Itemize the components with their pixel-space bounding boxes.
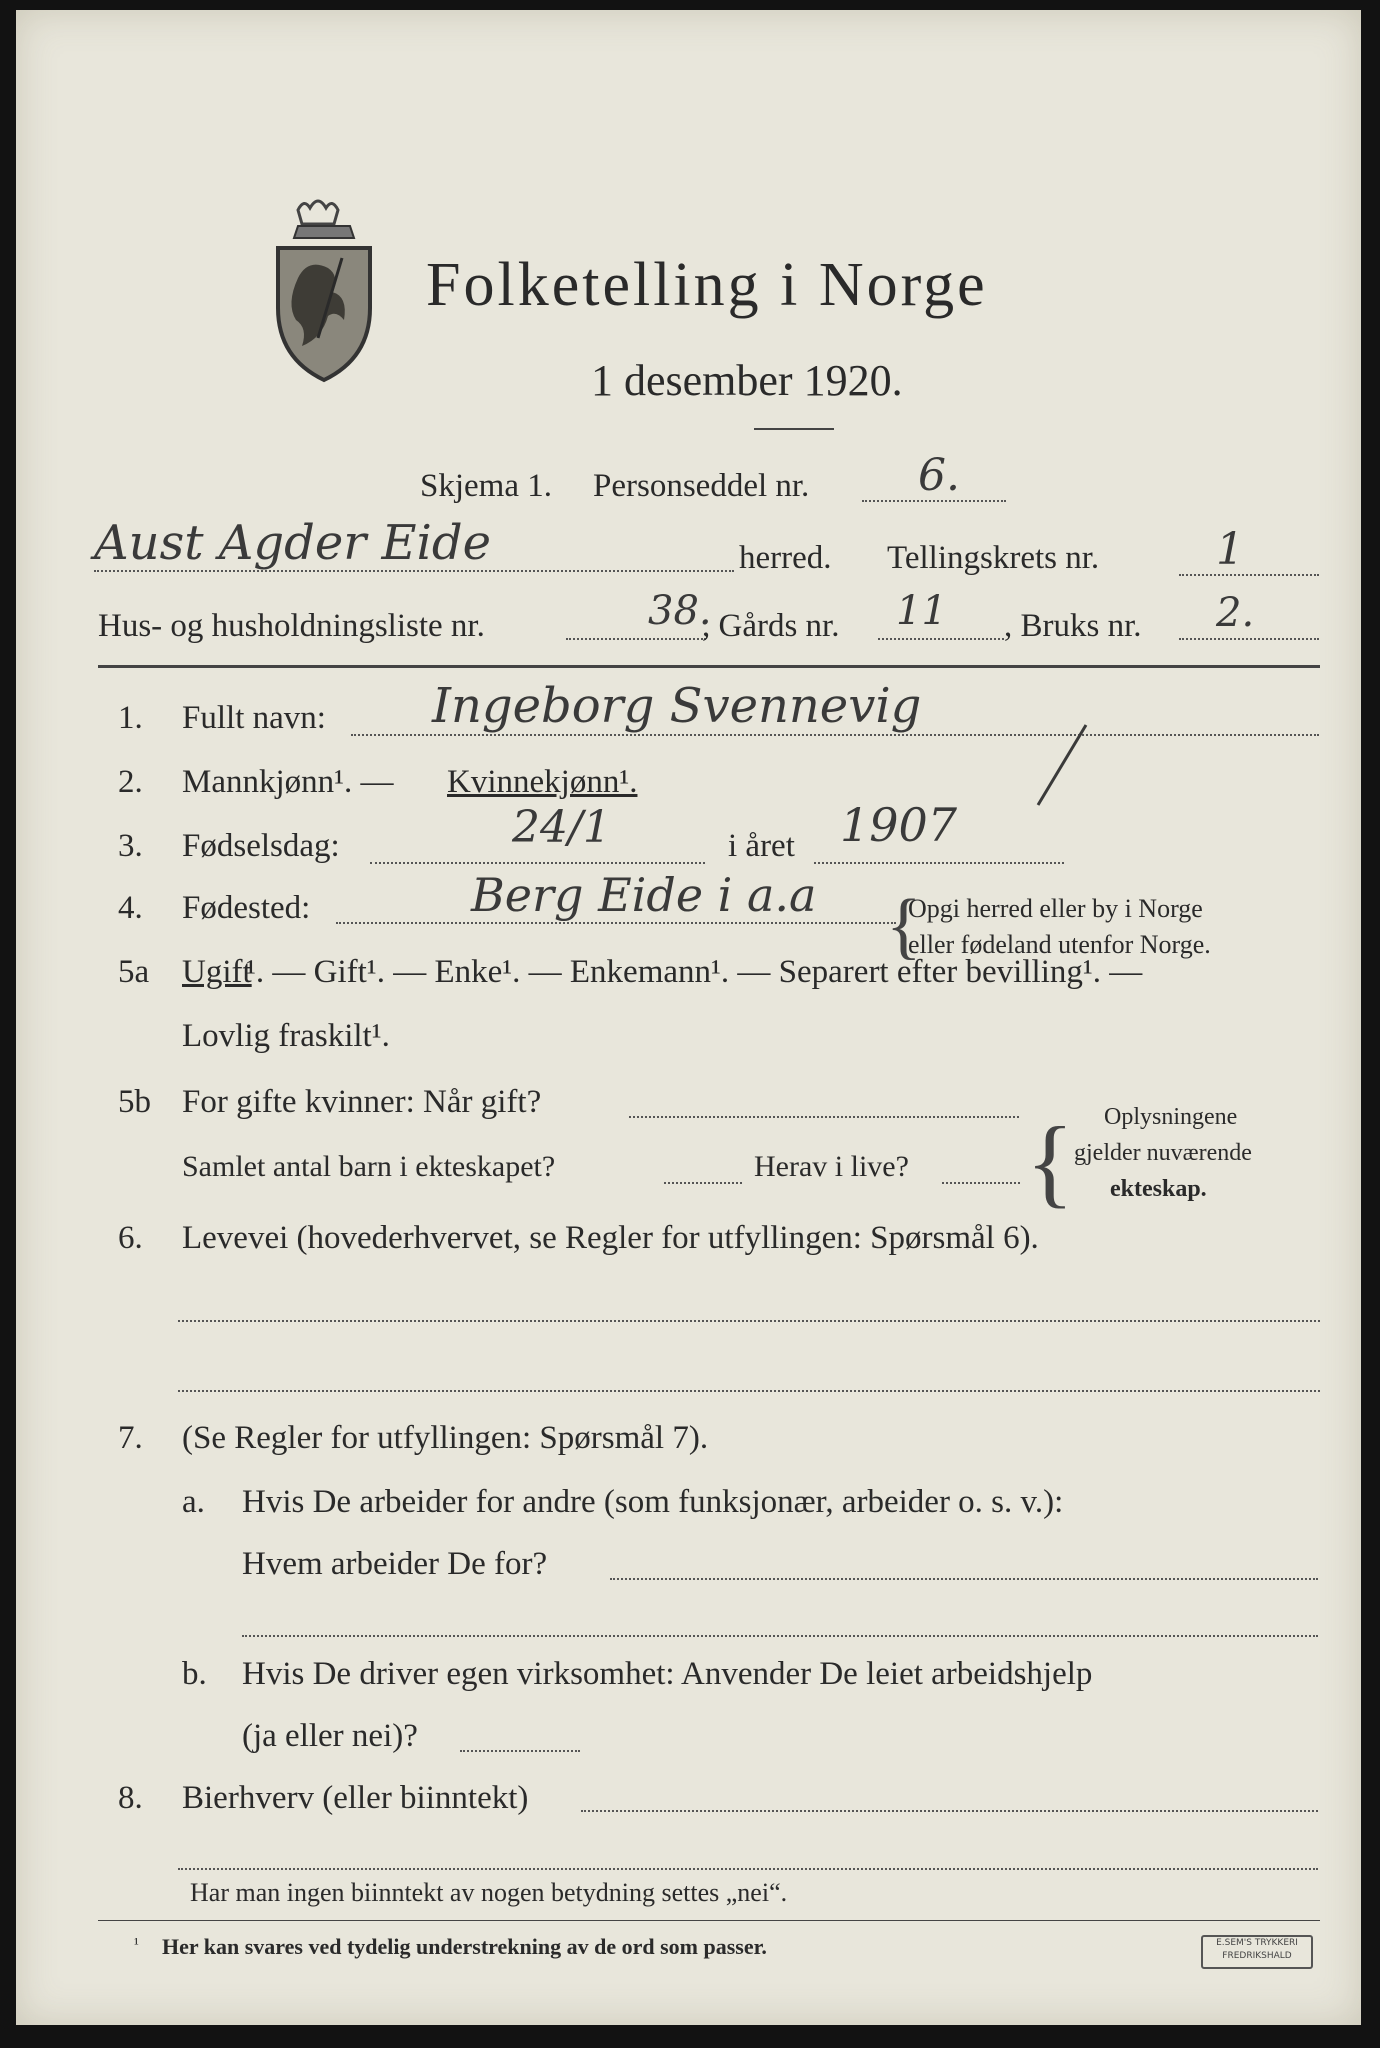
gards-nr-value: 11 xyxy=(896,588,947,634)
q7a-line2 xyxy=(242,1635,1318,1637)
husliste-label: Hus- og husholdningsliste nr. xyxy=(98,608,485,644)
q3-year-line xyxy=(814,862,1064,864)
q7b-label: Hvis De driver egen virksomhet: Anvender De leiet arbeidshjelp xyxy=(242,1656,1093,1692)
tellingskrets-line xyxy=(1179,574,1319,576)
q7b-letter: b. xyxy=(182,1656,207,1692)
q7b-line xyxy=(460,1750,580,1752)
q5b-children-line xyxy=(664,1182,742,1184)
q2-number: 2. xyxy=(118,764,143,800)
fodselsar-value: 1907 xyxy=(840,798,958,852)
title-rule xyxy=(754,428,834,430)
q8-number: 8. xyxy=(118,1780,143,1816)
q2-male-option: Mannkjønn¹. — xyxy=(182,764,394,800)
q8-line1 xyxy=(581,1810,1318,1812)
footnote: Her kan svares ved tydelig understrekning av de ord som passer. xyxy=(162,1934,767,1959)
q5b-note-line2: gjelder nuværende xyxy=(1074,1140,1252,1166)
q7b-line2-label: (ja eller nei)? xyxy=(242,1718,418,1754)
q7-label: (Se Regler for utfyllingen: Spørsmål 7). xyxy=(182,1420,709,1456)
q5b-label: For gifte kvinner: Når gift? xyxy=(182,1084,542,1120)
husliste-line xyxy=(566,638,706,640)
handwritten-stroke-icon xyxy=(1026,720,1096,810)
tellingskrets-nr-value: 1 xyxy=(1216,524,1244,575)
q4-line xyxy=(336,922,896,924)
q5a-ugift-option: Ugift xyxy=(182,954,252,990)
q5a-line2: Lovlig fraskilt¹. xyxy=(182,1018,390,1054)
q7a-label: Hvis De arbeider for andre (som funksjonær, arbeider o. s. v.): xyxy=(242,1484,1064,1520)
q1-number: 1. xyxy=(118,700,143,736)
fodselsdag-value: 24/1 xyxy=(512,802,611,853)
fullt-navn-value: Ingeborg Svennevig xyxy=(432,678,922,734)
q6-number: 6. xyxy=(118,1220,143,1256)
q7a-line2-label: Hvem arbeider De for? xyxy=(242,1546,548,1582)
q8-line2 xyxy=(178,1868,1318,1870)
q3-number: 3. xyxy=(118,828,143,864)
form-title: Folketelling i Norge xyxy=(426,251,988,319)
q4-note-line2: eller fødeland utenfor Norge. xyxy=(908,930,1211,959)
q4-number: 4. xyxy=(118,890,143,926)
q3-label: Fødselsdag: xyxy=(182,828,340,864)
q3-year-label: i året xyxy=(728,828,795,864)
header-divider xyxy=(98,665,1320,668)
gards-line xyxy=(878,638,1004,640)
footnote-divider xyxy=(98,1920,1320,1921)
q5b-note-line1: Oplysningene xyxy=(1104,1104,1238,1130)
q4-note-line1: Opgi herred eller by i Norge xyxy=(908,894,1203,923)
q3-day-line xyxy=(370,862,705,864)
q6-line2 xyxy=(178,1390,1320,1392)
herred-value: Aust Agder Eide xyxy=(94,515,492,571)
q5a-number: 5a xyxy=(118,954,150,990)
q6-label: Levevei (hovederhvervet, se Regler for utfyllingen: Spørsmål 6). xyxy=(182,1220,1039,1256)
q7a-letter: a. xyxy=(182,1484,205,1520)
tellingskrets-label: Tellingskrets nr. xyxy=(887,540,1100,576)
husliste-nr-value: 38. xyxy=(648,588,712,634)
census-form-page xyxy=(16,10,1361,2025)
bruks-label: , Bruks nr. xyxy=(1004,608,1142,644)
footnote-mark: ¹ xyxy=(134,1936,139,1953)
gards-label: , Gårds nr. xyxy=(702,608,840,644)
q5b-children-label: Samlet antal barn i ekteskapet? xyxy=(182,1150,556,1183)
q5a-options: ¹. — Gift¹. — Enke¹. — Enkemann¹. — Separert efter bevilling¹. — xyxy=(246,954,1143,990)
q5b-alive-label: Herav i live? xyxy=(754,1150,909,1183)
fodested-value: Berg Eide i a.a xyxy=(471,868,817,922)
q1-label: Fullt navn: xyxy=(182,700,326,736)
bruks-line xyxy=(1179,638,1319,640)
q4-label: Fødested: xyxy=(182,890,311,926)
q1-line xyxy=(351,734,1319,736)
q5b-brace: { xyxy=(1026,1106,1074,1217)
q8-note: Har man ingen biinntekt av nogen betydning settes „nei“. xyxy=(190,1878,788,1907)
q8-label: Bierhverv (eller biinntekt) xyxy=(182,1780,529,1816)
q5b-note-line3: ekteskap. xyxy=(1110,1176,1207,1202)
schema-label: Skjema 1. xyxy=(420,468,552,504)
personseddel-label: Personseddel nr. xyxy=(593,468,810,504)
q5b-alive-line xyxy=(942,1182,1020,1184)
q2-female-option: Kvinnekjønn¹. xyxy=(447,764,638,800)
form-date: 1 desember 1920. xyxy=(591,356,903,405)
q5b-married-line xyxy=(629,1116,1019,1118)
q4-brace: { xyxy=(886,885,922,967)
norwegian-coat-of-arms-icon xyxy=(258,188,388,388)
herred-label: herred. xyxy=(739,540,832,576)
bruks-nr-value: 2. xyxy=(1216,590,1255,636)
q7-number: 7. xyxy=(118,1420,143,1456)
personseddel-nr-value: 6. xyxy=(918,450,960,501)
herred-line xyxy=(94,570,734,572)
printer-stamp: E.SEM'S TRYKKERI FREDRIKSHALD xyxy=(1201,1935,1313,1969)
q7a-line1 xyxy=(610,1578,1318,1580)
q6-line1 xyxy=(178,1320,1320,1322)
q5b-number: 5b xyxy=(118,1084,151,1120)
